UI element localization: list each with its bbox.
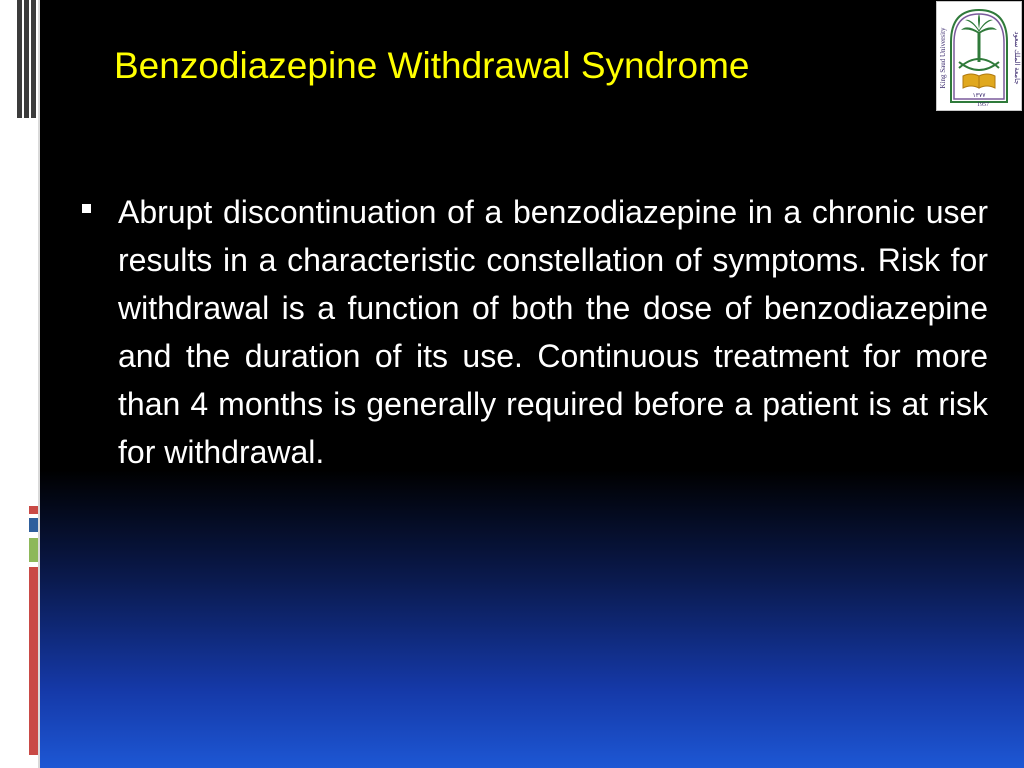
decor-bar-red (29, 567, 38, 755)
decor-stripe (31, 0, 36, 118)
decor-block-red (29, 506, 38, 514)
svg-text:1957: 1957 (977, 102, 989, 108)
decor-stripe (17, 0, 22, 118)
bullet-square-icon (82, 204, 91, 213)
svg-text:جامعة الملك سعود: جامعة الملك سعود (1013, 31, 1021, 85)
bullet-list (82, 188, 988, 476)
king-saud-university-logo-icon (937, 2, 1021, 110)
decor-divider (38, 0, 40, 768)
svg-text:King Saud University: King Saud University (939, 27, 947, 89)
bullet-text: Abrupt discontinuation of a benzodiazepine in a chronic user results in a characteristic constellation of symptoms. Risk for withdrawal is a function of both the dose of benzodiazepine and the duration of its use. Continuous treatment for more than 4 months is generally required before a patient is at risk for withdrawal. (118, 194, 988, 470)
decor-block-green (29, 538, 38, 562)
university-logo (936, 1, 1022, 111)
svg-text:١٣٧٧: ١٣٧٧ (972, 93, 986, 99)
decor-block-blue (29, 518, 38, 532)
decor-stripe (24, 0, 29, 118)
slide-title: Benzodiazepine Withdrawal Syndrome (114, 45, 750, 86)
